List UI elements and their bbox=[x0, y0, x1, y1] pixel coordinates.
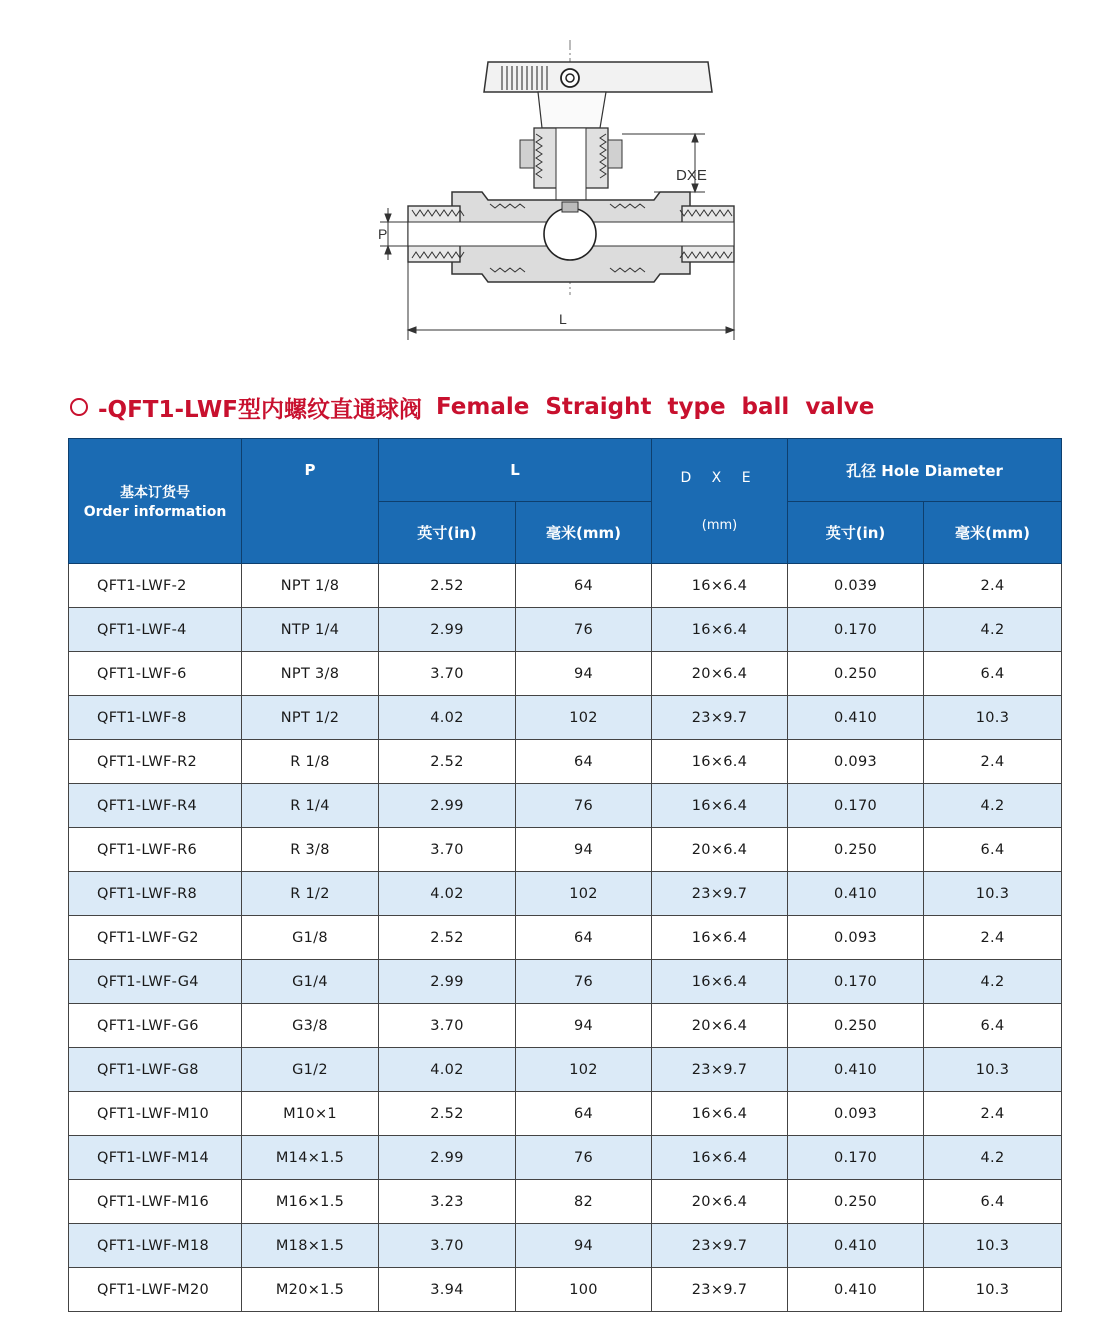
cell-hole-inch: 0.093 bbox=[788, 1092, 924, 1136]
cell-order: QFT1-LWF-R2 bbox=[69, 740, 242, 784]
header-p bbox=[242, 439, 379, 564]
cell-dxe: 16×6.4 bbox=[652, 916, 788, 960]
cell-hole-inch: 0.039 bbox=[788, 564, 924, 608]
cell-p: R 1/8 bbox=[242, 740, 379, 784]
cell-hole-mm: 2.4 bbox=[924, 740, 1062, 784]
cell-l-inch: 3.70 bbox=[379, 1004, 516, 1048]
header-hole-inch: 英寸(in) bbox=[788, 502, 924, 564]
cell-l-mm: 94 bbox=[516, 1224, 652, 1268]
cell-hole-mm: 4.2 bbox=[924, 784, 1062, 828]
table-row bbox=[69, 740, 1062, 784]
cell-hole-inch: 0.410 bbox=[788, 872, 924, 916]
table-row bbox=[69, 828, 1062, 872]
cell-l-inch: 4.02 bbox=[379, 1048, 516, 1092]
cell-p: R 3/8 bbox=[242, 828, 379, 872]
cell-hole-mm: 6.4 bbox=[924, 828, 1062, 872]
cell-l-inch: 2.99 bbox=[379, 784, 516, 828]
cell-order: QFT1-LWF-4 bbox=[69, 608, 242, 652]
table-row bbox=[69, 1268, 1062, 1312]
header-order-zh: 基本订货号 bbox=[120, 485, 190, 501]
table-row bbox=[69, 564, 1062, 608]
header-p-label: P bbox=[304, 461, 316, 479]
cell-dxe: 23×9.7 bbox=[652, 696, 788, 740]
cell-hole-inch: 0.410 bbox=[788, 696, 924, 740]
cell-l-inch: 4.02 bbox=[379, 872, 516, 916]
cell-p: M16×1.5 bbox=[242, 1180, 379, 1224]
cell-l-mm: 64 bbox=[516, 916, 652, 960]
cell-p: NPT 1/2 bbox=[242, 696, 379, 740]
cell-hole-mm: 6.4 bbox=[924, 1004, 1062, 1048]
table-row bbox=[69, 1224, 1062, 1268]
cell-hole-mm: 10.3 bbox=[924, 1048, 1062, 1092]
cell-dxe: 16×6.4 bbox=[652, 960, 788, 1004]
header-order-information bbox=[69, 439, 242, 564]
cell-l-inch: 4.02 bbox=[379, 696, 516, 740]
cell-l-inch: 3.23 bbox=[379, 1180, 516, 1224]
cell-hole-inch: 0.170 bbox=[788, 1136, 924, 1180]
table-body bbox=[69, 564, 1062, 1312]
cell-p: NTP 1/4 bbox=[242, 608, 379, 652]
table-row bbox=[69, 652, 1062, 696]
cell-order: QFT1-LWF-R4 bbox=[69, 784, 242, 828]
cell-hole-inch: 0.250 bbox=[788, 828, 924, 872]
header-l-mm: 毫米(mm) bbox=[516, 502, 652, 564]
specification-table bbox=[68, 438, 1062, 1312]
cell-hole-inch: 0.410 bbox=[788, 1048, 924, 1092]
circle-bullet-icon bbox=[70, 398, 88, 416]
cell-p: M18×1.5 bbox=[242, 1224, 379, 1268]
cell-p: M20×1.5 bbox=[242, 1268, 379, 1312]
cell-hole-mm: 2.4 bbox=[924, 1092, 1062, 1136]
title-english: Female Straight type ball valve bbox=[436, 394, 875, 420]
cell-l-mm: 64 bbox=[516, 564, 652, 608]
table-row bbox=[69, 1136, 1062, 1180]
cell-dxe: 16×6.4 bbox=[652, 1092, 788, 1136]
cell-l-mm: 82 bbox=[516, 1180, 652, 1224]
cell-hole-inch: 0.093 bbox=[788, 740, 924, 784]
header-l: L bbox=[379, 439, 652, 502]
cell-p: M14×1.5 bbox=[242, 1136, 379, 1180]
cell-l-mm: 76 bbox=[516, 784, 652, 828]
table-row bbox=[69, 784, 1062, 828]
cell-order: QFT1-LWF-8 bbox=[69, 696, 242, 740]
cell-order: QFT1-LWF-G2 bbox=[69, 916, 242, 960]
valve-cross-section-diagram bbox=[370, 30, 770, 350]
cell-p: R 1/4 bbox=[242, 784, 379, 828]
table-row bbox=[69, 1092, 1062, 1136]
cell-hole-mm: 6.4 bbox=[924, 652, 1062, 696]
header-order-en: Order information bbox=[83, 504, 227, 520]
cell-dxe: 20×6.4 bbox=[652, 1004, 788, 1048]
cell-dxe: 23×9.7 bbox=[652, 1048, 788, 1092]
cell-order: QFT1-LWF-R6 bbox=[69, 828, 242, 872]
header-dxe bbox=[652, 439, 788, 564]
cell-dxe: 23×9.7 bbox=[652, 872, 788, 916]
product-title bbox=[70, 390, 874, 424]
cell-hole-inch: 0.170 bbox=[788, 960, 924, 1004]
cell-dxe: 20×6.4 bbox=[652, 1180, 788, 1224]
header-l-inch: 英寸(in) bbox=[379, 502, 516, 564]
cell-hole-inch: 0.170 bbox=[788, 608, 924, 652]
cell-l-mm: 76 bbox=[516, 1136, 652, 1180]
table-row bbox=[69, 608, 1062, 652]
cell-p: G1/4 bbox=[242, 960, 379, 1004]
cell-p: G1/2 bbox=[242, 1048, 379, 1092]
cell-l-inch: 3.70 bbox=[379, 828, 516, 872]
cell-p: G1/8 bbox=[242, 916, 379, 960]
cell-l-mm: 94 bbox=[516, 1004, 652, 1048]
cell-dxe: 16×6.4 bbox=[652, 784, 788, 828]
cell-order: QFT1-LWF-M10 bbox=[69, 1092, 242, 1136]
header-dxe-label: D X E bbox=[680, 469, 759, 486]
cell-hole-mm: 10.3 bbox=[924, 696, 1062, 740]
cell-order: QFT1-LWF-R8 bbox=[69, 872, 242, 916]
cell-hole-inch: 0.250 bbox=[788, 1180, 924, 1224]
cell-order: QFT1-LWF-M18 bbox=[69, 1224, 242, 1268]
cell-l-inch: 2.52 bbox=[379, 916, 516, 960]
cell-l-inch: 2.52 bbox=[379, 1092, 516, 1136]
dxe-dimension-label: DXE bbox=[676, 167, 707, 184]
cell-l-mm: 94 bbox=[516, 652, 652, 696]
cell-dxe: 16×6.4 bbox=[652, 1136, 788, 1180]
table-row bbox=[69, 1180, 1062, 1224]
cell-dxe: 16×6.4 bbox=[652, 608, 788, 652]
cell-dxe: 23×9.7 bbox=[652, 1224, 788, 1268]
cell-hole-mm: 4.2 bbox=[924, 960, 1062, 1004]
cell-hole-mm: 2.4 bbox=[924, 916, 1062, 960]
table-row bbox=[69, 696, 1062, 740]
cell-l-mm: 94 bbox=[516, 828, 652, 872]
cell-l-inch: 2.52 bbox=[379, 564, 516, 608]
cell-order: QFT1-LWF-M14 bbox=[69, 1136, 242, 1180]
cell-p: R 1/2 bbox=[242, 872, 379, 916]
cell-l-mm: 64 bbox=[516, 1092, 652, 1136]
cell-p: M10×1 bbox=[242, 1092, 379, 1136]
cell-order: QFT1-LWF-G8 bbox=[69, 1048, 242, 1092]
cell-hole-mm: 4.2 bbox=[924, 1136, 1062, 1180]
cell-hole-mm: 10.3 bbox=[924, 872, 1062, 916]
cell-dxe: 16×6.4 bbox=[652, 564, 788, 608]
cell-order: QFT1-LWF-6 bbox=[69, 652, 242, 696]
header-hole-diameter: 孔径 Hole Diameter bbox=[788, 439, 1062, 502]
cell-hole-mm: 6.4 bbox=[924, 1180, 1062, 1224]
cell-hole-inch: 0.093 bbox=[788, 916, 924, 960]
cell-l-mm: 76 bbox=[516, 608, 652, 652]
cell-p: NPT 1/8 bbox=[242, 564, 379, 608]
cell-l-inch: 2.99 bbox=[379, 960, 516, 1004]
table-row bbox=[69, 1048, 1062, 1092]
cell-l-mm: 100 bbox=[516, 1268, 652, 1312]
cell-dxe: 16×6.4 bbox=[652, 740, 788, 784]
cell-hole-mm: 4.2 bbox=[924, 608, 1062, 652]
cell-l-inch: 3.70 bbox=[379, 652, 516, 696]
l-dimension-label: L bbox=[559, 311, 567, 327]
cell-order: QFT1-LWF-M16 bbox=[69, 1180, 242, 1224]
cell-l-inch: 3.94 bbox=[379, 1268, 516, 1312]
cell-dxe: 23×9.7 bbox=[652, 1268, 788, 1312]
cell-dxe: 20×6.4 bbox=[652, 652, 788, 696]
cell-dxe: 20×6.4 bbox=[652, 828, 788, 872]
cell-l-mm: 102 bbox=[516, 696, 652, 740]
cell-l-mm: 102 bbox=[516, 1048, 652, 1092]
header-dxe-unit: (mm) bbox=[701, 517, 738, 533]
p-dimension-label: P bbox=[378, 226, 388, 242]
cell-hole-inch: 0.410 bbox=[788, 1268, 924, 1312]
cell-order: QFT1-LWF-2 bbox=[69, 564, 242, 608]
cell-l-inch: 3.70 bbox=[379, 1224, 516, 1268]
header-hole-mm: 毫米(mm) bbox=[924, 502, 1062, 564]
cell-l-mm: 102 bbox=[516, 872, 652, 916]
title-chinese: -QFT1-LWF型内螺纹直通球阀 bbox=[98, 396, 422, 423]
cell-order: QFT1-LWF-G4 bbox=[69, 960, 242, 1004]
cell-hole-inch: 0.250 bbox=[788, 1004, 924, 1048]
cell-hole-mm: 10.3 bbox=[924, 1268, 1062, 1312]
table-row bbox=[69, 1004, 1062, 1048]
cell-hole-inch: 0.250 bbox=[788, 652, 924, 696]
cell-hole-mm: 2.4 bbox=[924, 564, 1062, 608]
cell-order: QFT1-LWF-M20 bbox=[69, 1268, 242, 1312]
cell-l-inch: 2.99 bbox=[379, 608, 516, 652]
cell-l-inch: 2.52 bbox=[379, 740, 516, 784]
table-row bbox=[69, 916, 1062, 960]
cell-l-mm: 76 bbox=[516, 960, 652, 1004]
table-row bbox=[69, 960, 1062, 1004]
table-row bbox=[69, 872, 1062, 916]
cell-order: QFT1-LWF-G6 bbox=[69, 1004, 242, 1048]
cell-hole-mm: 10.3 bbox=[924, 1224, 1062, 1268]
cell-l-mm: 64 bbox=[516, 740, 652, 784]
cell-p: NPT 3/8 bbox=[242, 652, 379, 696]
cell-l-inch: 2.99 bbox=[379, 1136, 516, 1180]
cell-hole-inch: 0.410 bbox=[788, 1224, 924, 1268]
cell-hole-inch: 0.170 bbox=[788, 784, 924, 828]
cell-p: G3/8 bbox=[242, 1004, 379, 1048]
